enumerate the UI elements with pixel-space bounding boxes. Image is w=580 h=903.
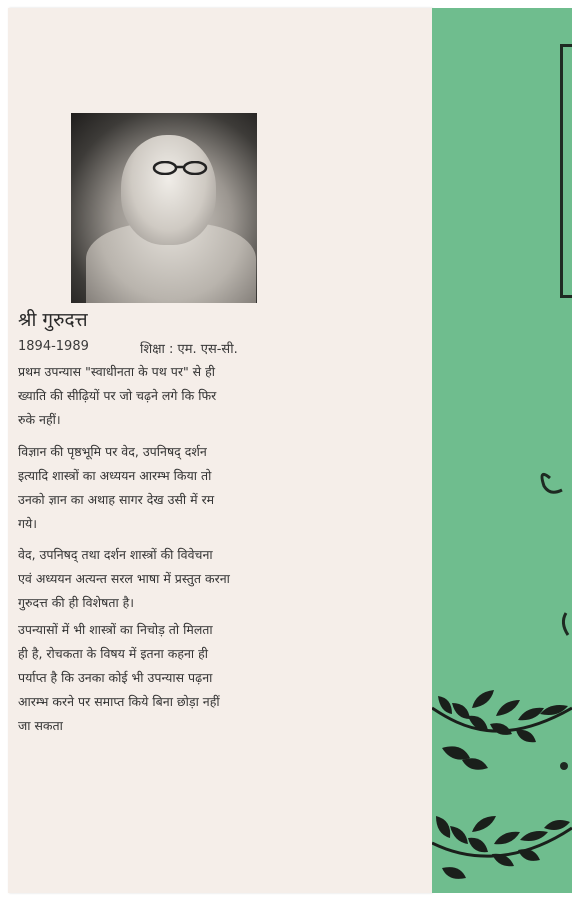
leaf-vine-icon: [432, 8, 572, 893]
bio-line: प्रथम उपन्यास "स्वाधीनता के पथ पर" से ही: [18, 364, 215, 379]
bio-line: जा सकता: [18, 718, 63, 733]
author-years: 1894-1989: [18, 339, 89, 354]
bio-line: ख्याति की सीढ़ियों पर जो चढ़ने लगे कि फिर: [18, 388, 217, 403]
bio-line: गये।: [18, 516, 38, 531]
bio-line: उनको ज्ञान का अथाह सागर देख उसी में रम: [18, 492, 215, 507]
bio-line: ही है, रोचकता के विषय में इतना कहना ही: [18, 646, 208, 661]
bio-line: इत्यादि शास्त्रों का अध्ययन आरम्भ किया तो: [18, 468, 212, 483]
bio-line: रुके नहीं।: [18, 412, 61, 427]
bio-line: पर्याप्त है कि उनका कोई भी उपन्यास पढ़ना: [18, 670, 213, 685]
bio-line: विज्ञान की पृष्ठभूमि पर वेद, उपनिषद् दर्शन: [18, 444, 207, 459]
author-name: श्री गुरुदत्त: [18, 309, 88, 331]
author-education: शिक्षा : एम. एस-सी.: [140, 342, 238, 357]
bio-line: गुरुदत्त की ही विशेषता है।: [18, 595, 135, 610]
front-cover-strip: [432, 8, 572, 893]
author-photo-face: [121, 135, 216, 245]
bio-paragraph-3: [18, 543, 320, 615]
glasses-icon: [151, 161, 211, 175]
bio-paragraph-4: [18, 618, 320, 738]
bio-paragraph-1: [18, 360, 320, 432]
back-cover-page: [8, 8, 432, 893]
bio-line: आरम्भ करने पर समाप्त किये बिना छोड़ा नहीं: [18, 694, 220, 709]
bio-line: एवं अध्ययन अत्यन्त सरल भाषा में प्रस्तुत करना: [18, 571, 230, 586]
bio-line: उपन्यासों में भी शास्त्रों का निचोड़ तो मिलता: [18, 622, 213, 637]
author-photo: [71, 113, 257, 303]
bio-paragraph-2: [18, 440, 320, 536]
bio-line: वेद, उपनिषद् तथा दर्शन शास्त्रों की विवेचना: [18, 547, 213, 562]
